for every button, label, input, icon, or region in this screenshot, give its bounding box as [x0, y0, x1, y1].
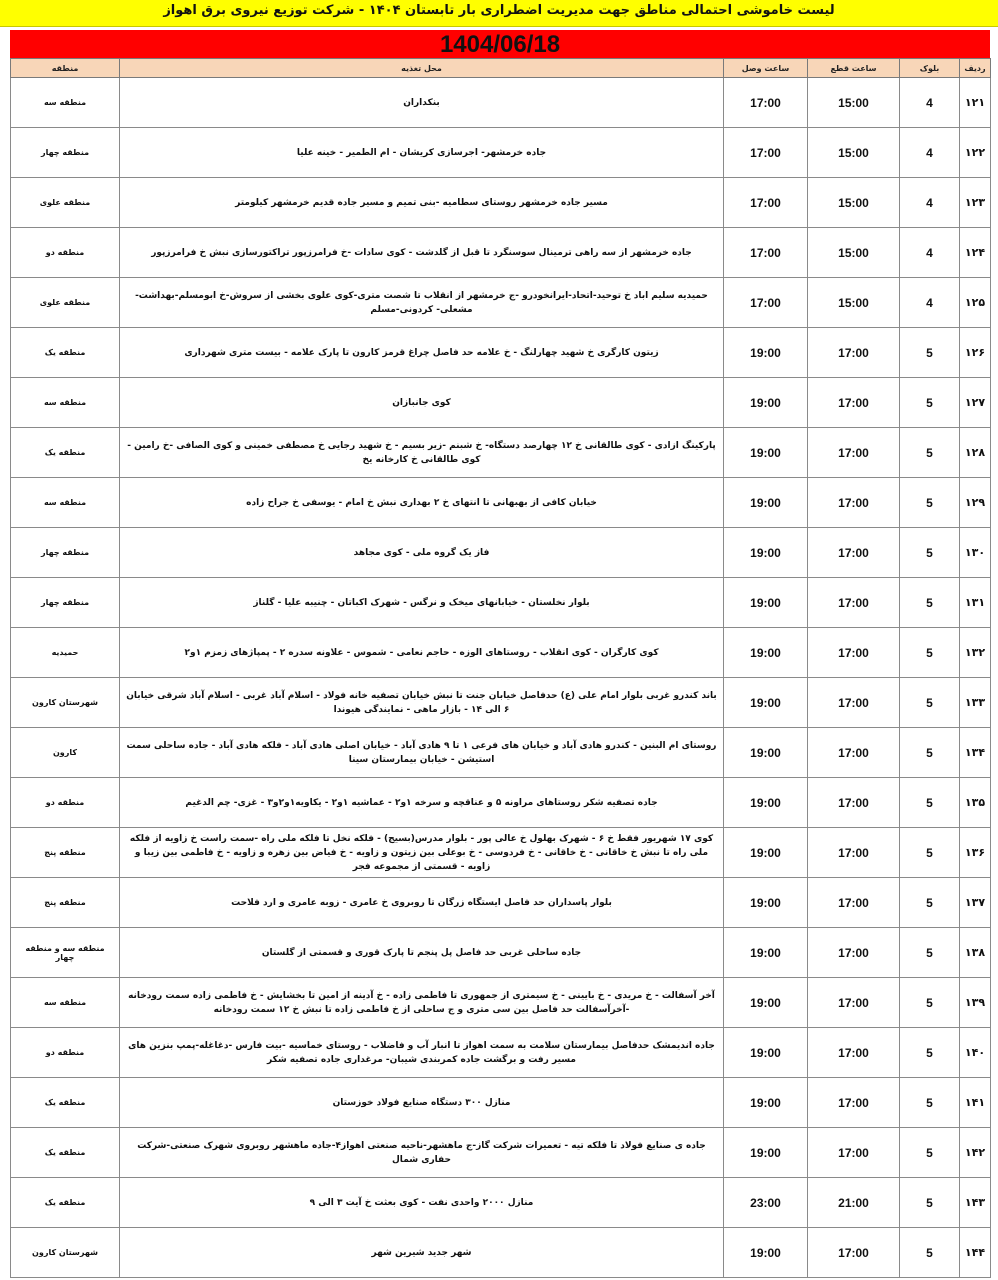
address-cell: فاز یک گروه ملی - کوی مجاهد — [120, 528, 724, 578]
region-cell: منطقه دو — [11, 1028, 120, 1078]
col-cut-time-header: ساعت قطع — [808, 59, 900, 78]
row-number: ۱۳۲ — [960, 628, 991, 678]
connect-time-cell: 19:00 — [724, 628, 808, 678]
cut-time-cell: 17:00 — [808, 428, 900, 478]
region-cell: منطقه یک — [11, 328, 120, 378]
cut-time-cell: 17:00 — [808, 928, 900, 978]
row-number: ۱۲۹ — [960, 478, 991, 528]
row-number: ۱۲۱ — [960, 78, 991, 128]
row-number: ۱۲۵ — [960, 278, 991, 328]
block-cell: 4 — [900, 278, 960, 328]
table-row — [11, 128, 991, 178]
cut-time-cell: 17:00 — [808, 378, 900, 428]
connect-time-cell: 19:00 — [724, 728, 808, 778]
block-cell: 5 — [900, 828, 960, 878]
row-number: ۱۴۴ — [960, 1228, 991, 1278]
address-cell: شهر جدید شیرین شهر — [120, 1228, 724, 1278]
table-header-row — [11, 59, 991, 78]
region-cell: منطقه یک — [11, 1178, 120, 1228]
region-cell: شهرستان کارون — [11, 678, 120, 728]
block-cell: 5 — [900, 878, 960, 928]
region-cell: منطقه دو — [11, 228, 120, 278]
address-cell: کوی ۱۷ شهریور فقط خ ۶ - شهرک بهلول خ عالی پور - بلوار مدرس(بسیج) - فلکه نخل تا فلکه ملی راه -سمت راست خ زاویه از فلکه ملی راه تا نبش خ خاقانی - خ خاقانی - خ فردوسی - خ بوعلی بین زیتون و زاویه - خ فیاض بین زهره و زاویه - خ فاطمی بین زیبا و زاویه - قسمتی از مجموعه فجر — [120, 828, 724, 878]
connect-time-cell: 19:00 — [724, 928, 808, 978]
region-cell: منطقه چهار — [11, 128, 120, 178]
block-cell: 5 — [900, 1028, 960, 1078]
table-row — [11, 828, 991, 878]
connect-time-cell: 19:00 — [724, 1128, 808, 1178]
address-cell: جاده خرمشهر از سه راهی ترمینال سوسنگرد تا قبل از گلدشت - کوی سادات -خ فرامرزپور تراکتورسازی نبش خ فرامرزپور — [120, 228, 724, 278]
connect-time-cell: 19:00 — [724, 578, 808, 628]
block-cell: 5 — [900, 478, 960, 528]
col-row-header: ردیف — [960, 59, 991, 78]
block-cell: 5 — [900, 428, 960, 478]
connect-time-cell: 19:00 — [724, 1078, 808, 1128]
table-row — [11, 1128, 991, 1178]
address-cell: روستای ام البنین - کندرو هادی آباد و خیابان های فرعی ۱ تا ۹ هادی آباد - خیابان اصلی هادی آباد - فلکه هادی آباد - جاده ساحلی سمت استیشن - خیابان بیمارستان سینا — [120, 728, 724, 778]
connect-time-cell: 17:00 — [724, 178, 808, 228]
connect-time-cell: 19:00 — [724, 678, 808, 728]
connect-time-cell: 17:00 — [724, 228, 808, 278]
row-number: ۱۳۱ — [960, 578, 991, 628]
table-row — [11, 878, 991, 928]
col-block-header: بلوک — [900, 59, 960, 78]
block-cell: 4 — [900, 78, 960, 128]
cut-time-cell: 17:00 — [808, 1078, 900, 1128]
address-cell: کوی کارگران - کوی انقلاب - روستاهای الوزه - حاجم نعامی - شموس - علاونه سدره ۲ - پمپاژهای زمزم ۱و۲ — [120, 628, 724, 678]
table-row — [11, 178, 991, 228]
region-cell: منطقه علوی — [11, 278, 120, 328]
cut-time-cell: 17:00 — [808, 728, 900, 778]
connect-time-cell: 19:00 — [724, 828, 808, 878]
region-cell: منطقه سه — [11, 478, 120, 528]
cut-time-cell: 17:00 — [808, 1228, 900, 1278]
col-address-header: محل تغذیه — [120, 59, 724, 78]
cut-time-cell: 21:00 — [808, 1178, 900, 1228]
region-cell: منطقه یک — [11, 1128, 120, 1178]
block-cell: 4 — [900, 128, 960, 178]
connect-time-cell: 19:00 — [724, 378, 808, 428]
table-row — [11, 528, 991, 578]
row-number: ۱۴۲ — [960, 1128, 991, 1178]
connect-time-cell: 19:00 — [724, 978, 808, 1028]
address-cell: جاده ساحلی غربی حد فاصل پل پنجم تا پارک قوری و قسمتی از گلستان — [120, 928, 724, 978]
address-cell: پارکینگ ازادی - کوی طالقانی خ ۱۲ چهارصد دستگاه- خ شبنم -زیر بسیم - خ شهید رجایی خ مصطفی خمینی و کوی الصافی -خ رامین - کوی طالقانی خ کارخانه یخ — [120, 428, 724, 478]
cut-time-cell: 17:00 — [808, 328, 900, 378]
region-cell: منطقه پنج — [11, 878, 120, 928]
table-row — [11, 1178, 991, 1228]
address-cell: منازل ۲۰۰۰ واحدی نفت - کوی بعثت خ آیت ۳ الی ۹ — [120, 1178, 724, 1228]
region-cell: منطقه چهار — [11, 578, 120, 628]
block-cell: 5 — [900, 678, 960, 728]
connect-time-cell: 19:00 — [724, 878, 808, 928]
region-cell: منطقه سه — [11, 378, 120, 428]
row-number: ۱۴۰ — [960, 1028, 991, 1078]
connect-time-cell: 17:00 — [724, 128, 808, 178]
row-number: ۱۳۹ — [960, 978, 991, 1028]
date-banner: 1404/06/18 — [10, 30, 990, 60]
address-cell: بلوار پاسداران حد فاصل ایستگاه زرگان تا روبروی خ عامری - زوبه عامری و ارد فلاحت — [120, 878, 724, 928]
row-number: ۱۴۱ — [960, 1078, 991, 1128]
address-cell: جاده اندیمشک حدفاصل بیمارستان سلامت به سمت اهواز تا انبار آب و فاضلاب - روستای خماسیه -بیت فارس -دغاغله-پمپ بنزین های مسیر رفت و برگشت جاده کمربندی شیبان- مرغداری جاده تصفیه شکر — [120, 1028, 724, 1078]
block-cell: 5 — [900, 778, 960, 828]
block-cell: 5 — [900, 978, 960, 1028]
block-cell: 5 — [900, 928, 960, 978]
row-number: ۱۲۴ — [960, 228, 991, 278]
row-number: ۱۲۷ — [960, 378, 991, 428]
block-cell: 4 — [900, 178, 960, 228]
region-cell: کارون — [11, 728, 120, 778]
address-cell: باند کندرو غربی بلوار امام علی (ع) حدفاصل خیابان جنت تا نبش خیابان تصفیه خانه فولاد - اسلام آباد غربی - اسلام آباد شرقی خیابان ۶ الی ۱۴ - بازار ماهی - نمایندگی هیوندا — [120, 678, 724, 728]
table-row — [11, 228, 991, 278]
connect-time-cell: 19:00 — [724, 328, 808, 378]
region-cell: منطقه سه — [11, 78, 120, 128]
connect-time-cell: 19:00 — [724, 428, 808, 478]
region-cell: منطقه چهار — [11, 528, 120, 578]
cut-time-cell: 17:00 — [808, 478, 900, 528]
address-cell: آخر آسفالت - خ مریدی - خ بایینی - خ سیمتری از جمهوری تا فاطمی زاده - خ آدینه از امین تا بخشایش - خ فاطمی زاده سمت رودخانه -آخرآسفالت حد فاصل بین سی متری و ج ساحلی از خ فاطمی زاده تا نبش خ ۱۲ سمت رودخانه — [120, 978, 724, 1028]
outage-table — [10, 58, 991, 1278]
table-row — [11, 1228, 991, 1278]
cut-time-cell: 15:00 — [808, 178, 900, 228]
row-number: ۱۳۶ — [960, 828, 991, 878]
connect-time-cell: 19:00 — [724, 778, 808, 828]
region-cell: منطقه یک — [11, 1078, 120, 1128]
connect-time-cell: 19:00 — [724, 478, 808, 528]
table-row — [11, 328, 991, 378]
table-row — [11, 728, 991, 778]
table-row — [11, 778, 991, 828]
row-number: ۱۳۴ — [960, 728, 991, 778]
cut-time-cell: 17:00 — [808, 528, 900, 578]
cut-time-cell: 17:00 — [808, 678, 900, 728]
cut-time-cell: 15:00 — [808, 228, 900, 278]
cut-time-cell: 17:00 — [808, 828, 900, 878]
block-cell: 5 — [900, 728, 960, 778]
row-number: ۱۲۶ — [960, 328, 991, 378]
address-cell: جاده ی صنایع فولاد تا فلکه تیه - تعمیرات شرکت گاز-ج ماهشهر-ناحیه صنعتی اهواز۴-جاده ماهشهر روبروی شهرک صنعتی-شرکت حفاری شمال — [120, 1128, 724, 1178]
block-cell: 5 — [900, 1178, 960, 1228]
address-cell: خیابان کافی از بهبهانی تا انتهای خ ۲ بهداری نبش خ امام - یوسفی خ جراح زاده — [120, 478, 724, 528]
cut-time-cell: 15:00 — [808, 128, 900, 178]
row-number: ۱۲۳ — [960, 178, 991, 228]
table-row — [11, 1028, 991, 1078]
region-cell: منطقه علوی — [11, 178, 120, 228]
address-cell: بلوار نخلستان - خیابانهای میخک و نرگس - شهرک اکباتان - چنیبه علیا - گلناز — [120, 578, 724, 628]
table-row — [11, 578, 991, 628]
table-row — [11, 1078, 991, 1128]
row-number: ۱۳۸ — [960, 928, 991, 978]
page-title: لیست خاموشی احتمالی مناطق جهت مدیریت اضطراری بار تابستان ۱۴۰۴ - شرکت توزیع نیروی برق اهواز — [0, 0, 998, 27]
cut-time-cell: 17:00 — [808, 628, 900, 678]
table-row — [11, 428, 991, 478]
address-cell: کوی جانبازان — [120, 378, 724, 428]
cut-time-cell: 17:00 — [808, 978, 900, 1028]
block-cell: 5 — [900, 1128, 960, 1178]
row-number: ۱۳۳ — [960, 678, 991, 728]
row-number: ۱۴۳ — [960, 1178, 991, 1228]
address-cell: جاده خرمشهر- اجرسازی کریشان - ام الطمیر - خینه علیا — [120, 128, 724, 178]
address-cell: منازل ۳۰۰ دستگاه صنایع فولاد خوزستان — [120, 1078, 724, 1128]
region-cell: منطقه پنج — [11, 828, 120, 878]
connect-time-cell: 19:00 — [724, 1028, 808, 1078]
cut-time-cell: 17:00 — [808, 1028, 900, 1078]
block-cell: 5 — [900, 1228, 960, 1278]
region-cell: منطقه یک — [11, 428, 120, 478]
connect-time-cell: 17:00 — [724, 78, 808, 128]
address-cell: زیتون کارگری خ شهید چهارلنگ - خ علامه حد فاصل چراغ قرمز کارون تا پارک علامه - بیست متری شهرداری — [120, 328, 724, 378]
region-cell: شهرستان کارون — [11, 1228, 120, 1278]
table-row — [11, 978, 991, 1028]
col-connect-time-header: ساعت وصل — [724, 59, 808, 78]
block-cell: 5 — [900, 578, 960, 628]
block-cell: 4 — [900, 228, 960, 278]
row-number: ۱۳۷ — [960, 878, 991, 928]
row-number: ۱۳۰ — [960, 528, 991, 578]
address-cell: حمیدیه سلیم اباد خ توحید-اتحاد-ایرانخودرو -ج خرمشهر از انقلاب تا شصت متری-کوی علوی بخشی از سروش-خ ابومسلم-بهداشت- مشعلی- کردونی-مسلم — [120, 278, 724, 328]
region-cell: منطقه دو — [11, 778, 120, 828]
cut-time-cell: 17:00 — [808, 578, 900, 628]
table-row — [11, 378, 991, 428]
cut-time-cell: 15:00 — [808, 78, 900, 128]
region-cell: حمیدیه — [11, 628, 120, 678]
connect-time-cell: 17:00 — [724, 278, 808, 328]
col-region-header: منطقه — [11, 59, 120, 78]
address-cell: مسیر جاده خرمشهر روستای سطامیه -بنی تمیم و مسیر جاده قدیم خرمشهر کیلومتر — [120, 178, 724, 228]
table-row — [11, 928, 991, 978]
region-cell: منطقه سه — [11, 978, 120, 1028]
table-row — [11, 678, 991, 728]
table-row — [11, 278, 991, 328]
address-cell: جاده تصفیه شکر روستاهای مراونه ۵ و عناقچه و سرخه ۱و۲ - عماشیه ۱و۲ - یکاویه۱و۲و۳ - غزی- چم الدغیم — [120, 778, 724, 828]
cut-time-cell: 17:00 — [808, 878, 900, 928]
row-number: ۱۳۵ — [960, 778, 991, 828]
table-row — [11, 628, 991, 678]
connect-time-cell: 19:00 — [724, 1228, 808, 1278]
block-cell: 5 — [900, 628, 960, 678]
block-cell: 5 — [900, 328, 960, 378]
block-cell: 5 — [900, 378, 960, 428]
cut-time-cell: 17:00 — [808, 1128, 900, 1178]
table-row — [11, 478, 991, 528]
connect-time-cell: 19:00 — [724, 528, 808, 578]
row-number: ۱۲۸ — [960, 428, 991, 478]
region-cell: منطقه سه و منطقه چهار — [11, 928, 120, 978]
address-cell: بنکداران — [120, 78, 724, 128]
block-cell: 5 — [900, 528, 960, 578]
connect-time-cell: 23:00 — [724, 1178, 808, 1228]
cut-time-cell: 15:00 — [808, 278, 900, 328]
row-number: ۱۲۲ — [960, 128, 991, 178]
block-cell: 5 — [900, 1078, 960, 1128]
cut-time-cell: 17:00 — [808, 778, 900, 828]
table-row — [11, 78, 991, 128]
